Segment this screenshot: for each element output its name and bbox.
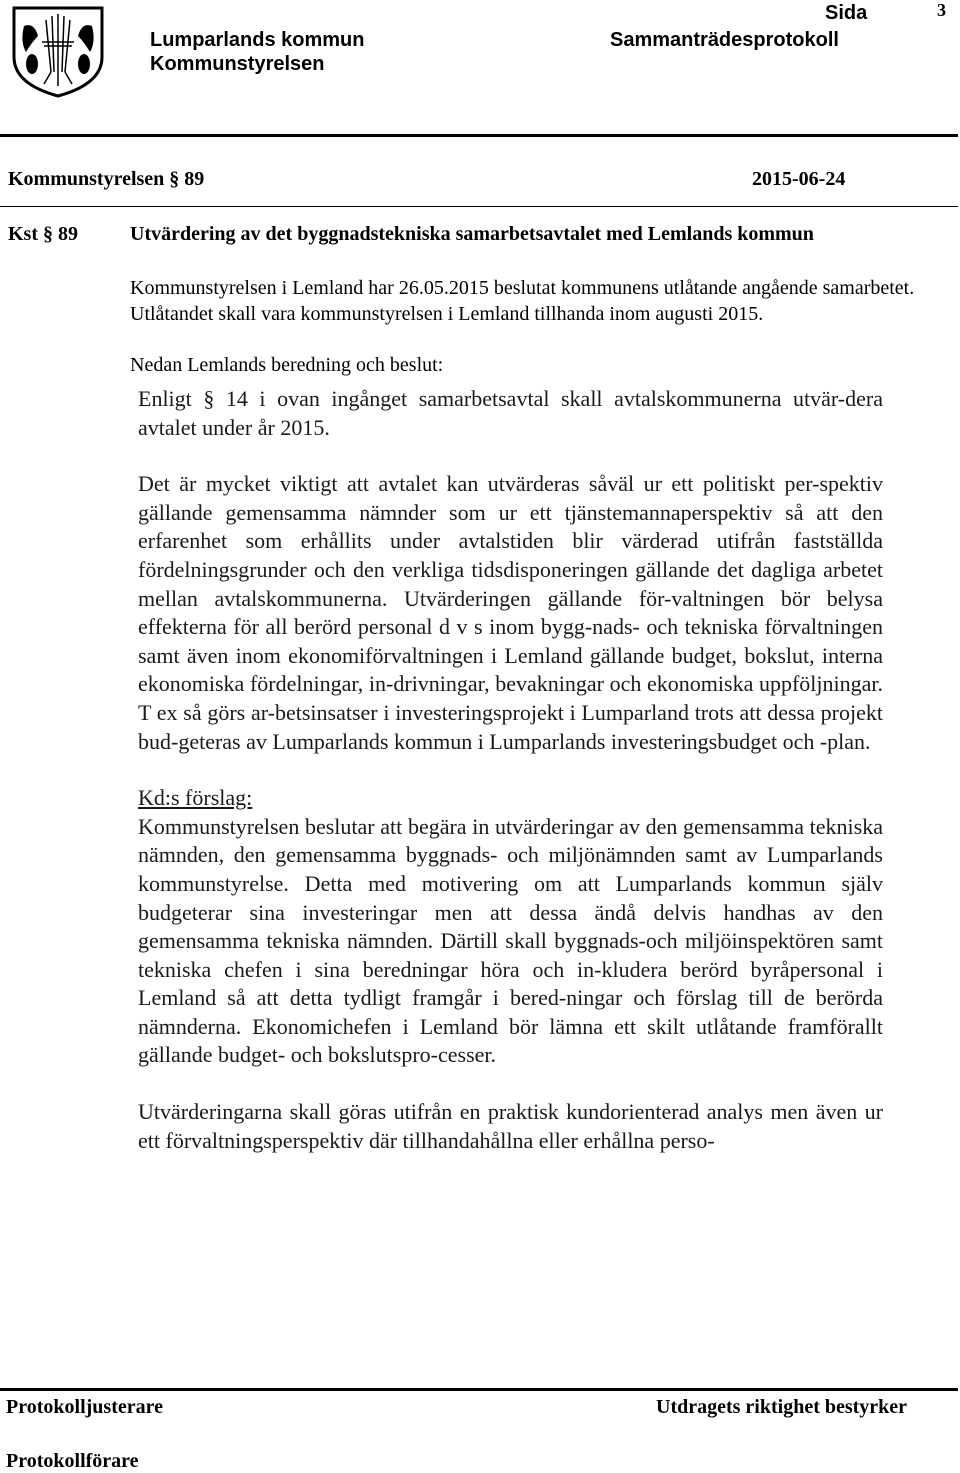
coat-of-arms-icon xyxy=(8,2,108,100)
body-name: Kommunstyrelsen xyxy=(150,53,325,75)
scanned-excerpt xyxy=(138,385,883,1183)
item-intro: Kommunstyrelsen i Lemland har 26.05.2015 beslutat kommunens utlåtande angående samarbetet. Utlåtandet skall vara kommunstyrelsen i Lemland tillhanda inom augusti 2015. xyxy=(130,277,915,325)
footer-protokollforare: Protokollförare xyxy=(6,1450,139,1472)
scanned-paragraph-2: Det är mycket viktigt att avtalet kan utvärderas såväl ur ett politiskt per-spektiv gällande gemensamma nämnder som ur ett tjänstemannaperspektiv så att den erfarenhet som erhållits under avtalstiden blir värderad utifrån fastställda fördelningsgrunder och den verkliga tidsdisponeringen gällande det dagliga arbetet mellan avtalskommunerna. Utvärderingen gällande för-valtningen bör belysa effekterna för all berörd personal d v s inom bygg-nads- och tekniska förvaltningen samt även inom ekonomiförvaltningen i Lemland gällande budget, bokslut, interna ekonomiska fördelningar, in-drivningar, bevakningar och ekonomiska uppföljningar. T ex så görs ar-betsinsatser i investeringsprojekt i Lumparland trots att dessa projekt bud-geteras av Lumparlands kommun i Lumparlands investeringsbudget och -plan. xyxy=(138,471,883,754)
kd-proposal-heading: Kd:s förslag: xyxy=(138,785,253,811)
item-topic: Utvärdering av det byggnadstekniska samarbetsavtalet med Lemlands kommun xyxy=(130,223,814,245)
page-number: 3 xyxy=(937,0,946,20)
scanned-paragraph-1: Enligt § 14 i ovan ingånget samarbetsavtal skall avtalskommunerna utvär-dera avtalet under år 2015. xyxy=(138,386,883,440)
kd-proposal-text: Kommunstyrelsen beslutar att begära in utvärderingar av den gemensamma tekniska nämnden, den gemensamma byggnads- och miljönämnden samt av Lumparlands kommunstyrelse. Detta med motivering om att Lumparlands kommun själv budgeterar sina investeringar men att dessa ändå delvis handhas av den gemensamma tekniska nämnden. Därtill skall byggnads-och miljöinspektören samt tekniska chefen i sina beredningar höra och in-kludera berörd byråpersonal i Lemland så att detta tydligt framgår i bered-ningar och förslag till de berörda nämnderna. Ekonomichefen i Lemland bör lämna ett skilt utlåtande framförallt gällande budget- och bokslutspro-cesser. xyxy=(138,813,883,1068)
section-divider xyxy=(0,206,958,207)
header-divider xyxy=(0,134,958,137)
document-type: Sammanträdesprotokoll xyxy=(610,29,839,51)
footer-utdrag: Utdragets riktighet bestyrker xyxy=(656,1396,908,1418)
scanned-paragraph-3: Utvärderingarna skall göras utifrån en praktisk kundorienterad analys men även ur ett förvaltningsperspektiv där tillhandahållna eller erhållna perso- xyxy=(138,1099,883,1153)
footer-divider xyxy=(0,1388,958,1391)
footer-protokolljusterare: Protokolljusterare xyxy=(6,1396,164,1418)
item-nedan: Nedan Lemlands beredning och beslut: xyxy=(130,354,444,376)
section-title: Kommunstyrelsen § 89 xyxy=(8,168,205,190)
organization-name: Lumparlands kommun xyxy=(150,29,365,51)
item-number: Kst § 89 xyxy=(8,223,78,245)
header-organization xyxy=(150,28,364,76)
section-date: 2015-06-24 xyxy=(752,168,846,190)
page-label: Sida xyxy=(825,2,868,24)
